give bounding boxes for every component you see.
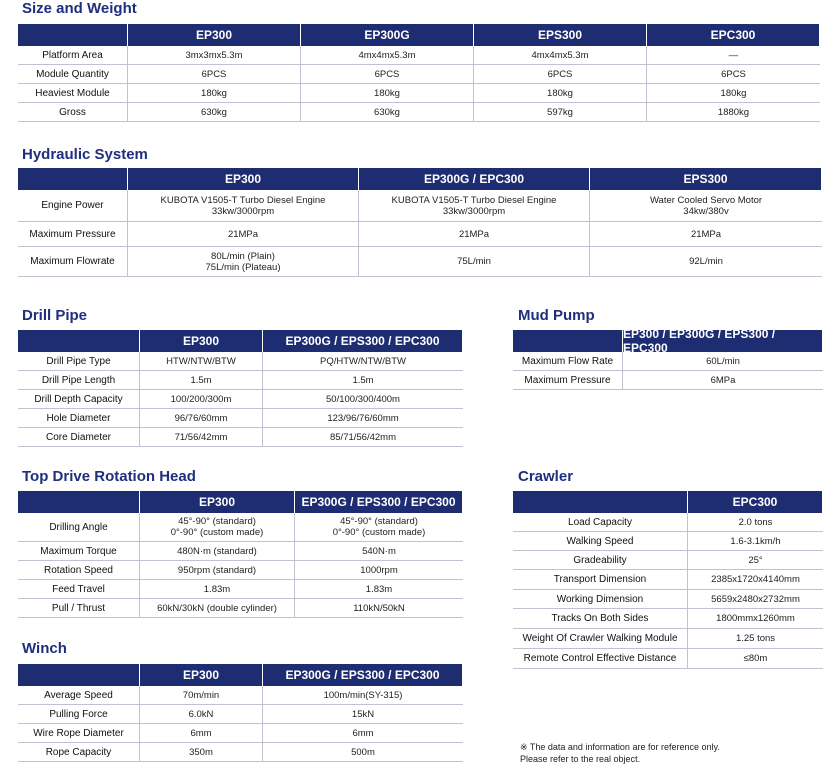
table-row [513, 629, 823, 649]
row-label: Feed Travel [18, 580, 140, 598]
table-row [18, 222, 822, 247]
table-cell: 2.0 tons [738, 516, 773, 528]
table-row [18, 84, 820, 103]
table-cell: 6PCS [721, 68, 746, 80]
row-label: Maximum Torque [18, 542, 140, 560]
table-cell: 2385x1720x4140mm [711, 574, 800, 585]
table-row [18, 743, 463, 762]
header-cell [18, 491, 140, 513]
table-row [513, 649, 823, 669]
mud-pump-table [513, 327, 823, 390]
table-cell: 5659x2480x2732mm [711, 593, 800, 605]
table-row [513, 532, 823, 551]
table-row [18, 352, 463, 371]
row-label: Pulling Force [18, 705, 140, 723]
row-label: Drill Depth Capacity [18, 390, 140, 408]
header-cell: EP300G / EPC300 [359, 168, 590, 190]
row-label: Heaviest Module [18, 84, 128, 102]
row-label: Remote Control Effective Distance [513, 649, 688, 668]
table-cell: 6.0kN [140, 705, 263, 723]
table-cell: 71/56/42mm [140, 428, 263, 446]
table-cell: 540N·m [362, 545, 396, 557]
table-cell: 15kN [351, 708, 375, 720]
table-row [513, 551, 823, 570]
row-label: Maximum Pressure [18, 222, 128, 246]
table-cell: 1.83m [140, 580, 295, 598]
table-cell: 4mx4mx5.3m [474, 46, 647, 64]
table-row [18, 724, 463, 743]
table-cell: PQ/HTW/NTW/BTW [319, 355, 406, 367]
winch-table [18, 664, 463, 762]
table-cell: 1.5m [140, 371, 263, 389]
header-cell: EP300 / EP300G / EPS300 / EPC300 [623, 330, 823, 352]
table-cell: — [728, 49, 739, 61]
table-cell: 21MPa [359, 222, 590, 246]
header-cell: EP300 [128, 168, 359, 190]
table-cell: 70m/min [140, 686, 263, 704]
table-cell: 92L/min [689, 256, 723, 267]
table-header-row [18, 491, 463, 513]
header-cell: EP300 [140, 330, 263, 352]
table-cell: Water Cooled Servo Motor 34kw/380v [649, 194, 763, 217]
table-cell: KUBOTA V1505-T Turbo Diesel Engine 33kw/3000rpm [359, 190, 590, 221]
table-row [18, 46, 820, 65]
table-row [513, 609, 823, 629]
table-cell: 4mx4mx5.3m [301, 46, 474, 64]
header-cell [18, 330, 140, 352]
table-cell: 6PCS [474, 65, 647, 83]
size-weight-table [18, 24, 820, 122]
table-row [513, 352, 823, 371]
table-cell: 630kg [301, 103, 474, 121]
table-cell: 100m/min(SY-315) [323, 689, 403, 701]
table-cell: 1880kg [717, 106, 750, 118]
table-header-row [18, 664, 463, 686]
row-label: Core Diameter [18, 428, 140, 446]
table-header-row [18, 330, 463, 352]
table-header-row [513, 491, 823, 513]
table-cell: 45°-90° (standard) 0°-90° (custom made) [332, 516, 426, 538]
top-drive-table [18, 491, 463, 618]
table-cell: 25° [748, 554, 763, 566]
table-cell: 60L/min [706, 355, 740, 367]
hydraulic-table [18, 168, 822, 277]
header-cell [513, 491, 688, 513]
table-cell: HTW/NTW/BTW [140, 352, 263, 370]
table-cell: 75L/min [359, 247, 590, 276]
table-cell: 21MPa [128, 222, 359, 246]
table-row [18, 705, 463, 724]
table-cell: 950rpm (standard) [140, 561, 295, 579]
row-label: Engine Power [18, 190, 128, 221]
table-cell: 60kN/30kN (double cylinder) [140, 599, 295, 617]
table-cell: 6mm [140, 724, 263, 742]
table-row [18, 103, 820, 122]
row-label: Rotation Speed [18, 561, 140, 579]
table-cell: 6PCS [301, 65, 474, 83]
header-cell: EP300 [140, 491, 295, 513]
row-label: Module Quantity [18, 65, 128, 83]
drill-pipe-table [18, 330, 463, 447]
header-cell: EP300 [140, 664, 263, 686]
header-cell: EPC300 [688, 491, 823, 513]
table-cell: 123/96/76/60mm [327, 412, 399, 424]
header-cell [18, 168, 128, 190]
table-row [18, 542, 463, 561]
row-label: Pull / Thrust [18, 599, 140, 617]
table-row [18, 599, 463, 618]
reference-note: ※ The data and information are for reference only. Please refer to the real object. [520, 742, 720, 764]
header-cell: EP300G / EPS300 / EPC300 [263, 664, 463, 686]
table-row [18, 686, 463, 705]
table-cell: KUBOTA V1505-T Turbo Diesel Engine 33kw/3000rpm [128, 190, 359, 221]
size-weight-title: Size and Weight [22, 0, 137, 17]
table-row [18, 65, 820, 84]
header-cell: EP300 [128, 24, 301, 46]
crawler-table [513, 491, 823, 669]
table-cell: 21MPa [690, 228, 722, 240]
table-cell: 80L/min (Plain) 75L/min (Plateau) [128, 247, 359, 276]
header-cell: EPS300 [590, 168, 822, 190]
row-label: Gross [18, 103, 128, 121]
row-label: Drilling Angle [18, 513, 140, 541]
row-label: Drill Pipe Length [18, 371, 140, 389]
table-row [18, 390, 463, 409]
table-row [513, 590, 823, 609]
header-cell: EP300G / EPS300 / EPC300 [295, 491, 463, 513]
table-cell: 180kg [128, 84, 301, 102]
header-cell: EPS300 [474, 24, 647, 46]
header-cell [18, 24, 128, 46]
table-row [513, 513, 823, 532]
crawler-title: Crawler [518, 468, 574, 485]
table-row [18, 513, 463, 542]
table-cell: 6MPa [710, 374, 736, 386]
row-label: Load Capacity [513, 513, 688, 531]
table-cell: 45°-90° (standard) 0°-90° (custom made) [140, 513, 295, 541]
table-cell: 180kg [474, 84, 647, 102]
row-label: Maximum Flowrate [18, 247, 128, 276]
table-cell: 1000rpm [360, 564, 398, 576]
table-cell: 6PCS [128, 65, 301, 83]
drill-pipe-title: Drill Pipe [22, 307, 88, 324]
table-cell: 180kg [720, 87, 747, 99]
row-label: Weight Of Crawler Walking Module [513, 629, 688, 648]
row-label: Working Dimension [513, 590, 688, 608]
table-cell: 100/200/300m [140, 390, 263, 408]
table-cell: 85/71/56/42mm [329, 431, 396, 443]
table-row [18, 247, 822, 277]
header-cell [18, 664, 140, 686]
table-row [513, 371, 823, 390]
table-cell: 110kN/50kN [353, 602, 405, 614]
table-header-row [513, 327, 823, 355]
row-label: Transport Dimension [513, 570, 688, 589]
table-row [513, 570, 823, 590]
row-label: Drill Pipe Type [18, 352, 140, 370]
table-cell: 96/76/60mm [140, 409, 263, 427]
header-cell [513, 330, 623, 352]
table-cell: ≤80m [743, 653, 768, 664]
row-label: Tracks On Both Sides [513, 609, 688, 628]
table-cell: 630kg [128, 103, 301, 121]
row-label: Gradeability [513, 551, 688, 569]
row-label: Average Speed [18, 686, 140, 704]
table-row [18, 409, 463, 428]
top-drive-title: Top Drive Rotation Head [22, 468, 196, 485]
row-label: Maximum Flow Rate [513, 352, 623, 370]
mud-pump-title: Mud Pump [518, 307, 595, 324]
row-label: Platform Area [18, 46, 128, 64]
table-row [18, 580, 463, 599]
table-cell: 1.5m [352, 374, 374, 386]
header-cell: EPC300 [647, 24, 820, 46]
table-cell: 1800mmx1260mm [716, 613, 795, 624]
table-cell: 1.83m [365, 583, 393, 595]
table-row [18, 561, 463, 580]
table-cell: 1.25 tons [735, 633, 776, 644]
hydraulic-title: Hydraulic System [22, 146, 148, 163]
table-header-row [18, 24, 820, 46]
table-cell: 500m [351, 746, 375, 758]
table-row [18, 428, 463, 447]
table-cell: 1.6-3.1km/h [730, 535, 781, 547]
row-label: Walking Speed [513, 532, 688, 550]
table-header-row [18, 168, 822, 190]
header-cell: EP300G [301, 24, 474, 46]
header-cell: EP300G / EPS300 / EPC300 [263, 330, 463, 352]
table-cell: 350m [140, 743, 263, 761]
table-row [18, 190, 822, 222]
table-cell: 180kg [301, 84, 474, 102]
winch-title: Winch [22, 640, 67, 657]
table-cell: 597kg [474, 103, 647, 121]
row-label: Wire Rope Diameter [18, 724, 140, 742]
table-cell: 50/100/300/400m [326, 393, 400, 405]
table-cell: 480N·m (standard) [140, 542, 295, 560]
row-label: Maximum Pressure [513, 371, 623, 389]
table-row [18, 371, 463, 390]
row-label: Hole Diameter [18, 409, 140, 427]
table-cell: 6mm [352, 727, 374, 739]
row-label: Rope Capacity [18, 743, 140, 761]
table-cell: 3mx3mx5.3m [128, 46, 301, 64]
